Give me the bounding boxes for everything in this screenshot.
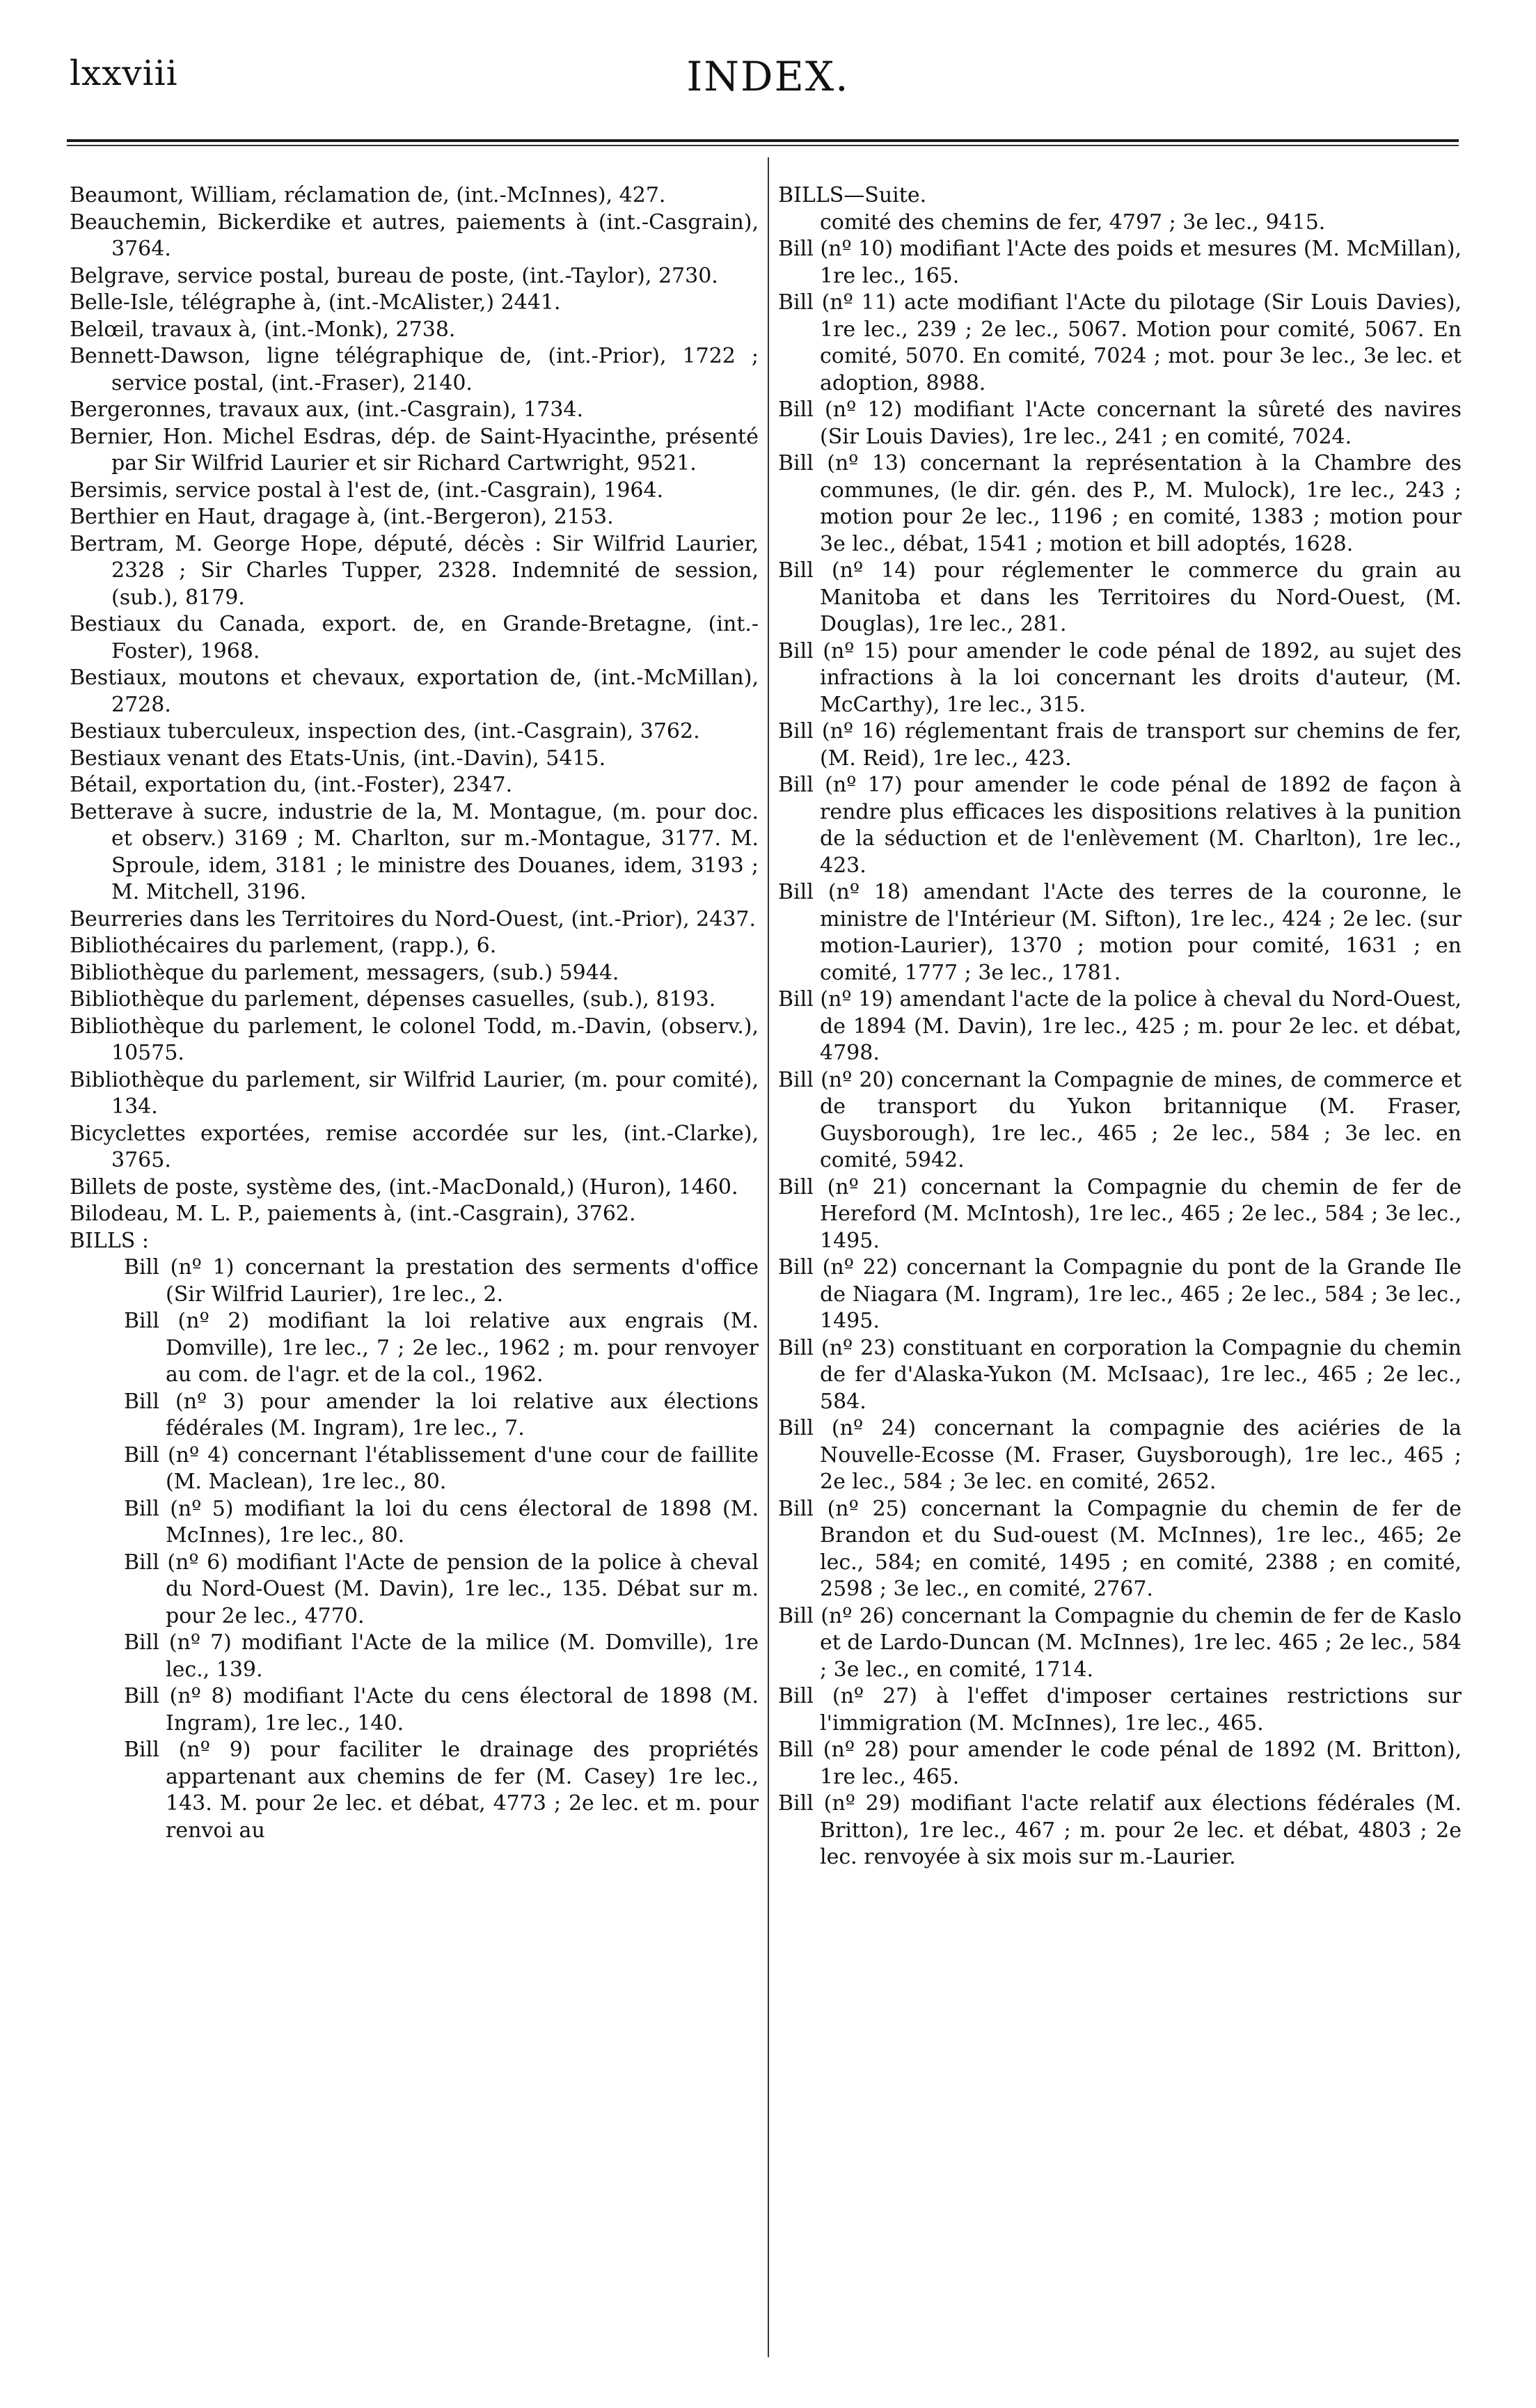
page-title: INDEX.	[686, 53, 850, 100]
bill-entry: Bill (nº 26) concernant la Compagnie du chemin de fer de Kaslo et de Lardo-Duncan (M. McInnes), 1re lec. 465 ; 2e lec., 584 ; 3e lec., en comité, 1714.	[778, 1603, 1462, 1682]
bill-entry: Bill (nº 12) modifiant l'Acte concernant la sûreté des navires (Sir Louis Davies), 1re lec., 241 ; en comité, 7024.	[778, 398, 1462, 449]
left-column	[70, 182, 759, 1844]
index-entry: Bétail, exportation du, (int.-Foster), 2347.	[70, 773, 513, 797]
bill-entry: Bill (nº 13) concernant la représentation à la Chambre des communes, (le dir. gén. des P., M. Mulock), 1re lec., 243 ; motion pour 2e lec., 1196 ; en comité, 1383 ; motion pour 3e lec., débat, 1541 ; motion et bill adoptés, 1628.	[778, 451, 1462, 556]
bill-entry: Bill (nº 5) modifiant la loi du cens électoral de 1898 (M. McInnes), 1re lec., 80.	[124, 1496, 759, 1548]
bill-entry: Bill (nº 18) amendant l'Acte des terres de la couronne, le ministre de l'Intérieur (M. Sifton), 1re lec., 424 ; 2e lec. (sur motion-Laurier), 1370 ; motion pour comité, 1631 ; en comité, 1777 ; 3e lec., 1781.	[778, 880, 1462, 985]
bill-entry: Bill (nº 16) réglementant frais de transport sur chemins de fer, (M. Reid), 1re lec., 423.	[778, 719, 1462, 771]
bill-entry: Bill (nº 17) pour amender le code pénal de 1892 de façon à rendre plus efficaces les dispositions relatives à la punition de la séduction et de l'enlèvement (M. Charlton), 1re lec., 423.	[778, 773, 1462, 878]
bill-entry: Bill (nº 29) modifiant l'acte relatif aux élections fédérales (M. Britton), 1re lec., 467 ; m. pour 2e lec. et débat, 4803 ; 2e lec. renvoyée à six mois sur m.-Laurier.	[778, 1791, 1462, 1869]
bill-entry: Bill (nº 23) constituant en corporation la Compagnie du chemin de fer d'Alaska-Yukon (M. McIsaac), 1re lec., 465 ; 2e lec., 584.	[778, 1335, 1462, 1414]
bill-entry: Bill (nº 27) à l'effet d'imposer certaines restrictions sur l'immigration (M. McInnes), 1re lec., 465.	[778, 1684, 1462, 1736]
index-entry: Billets de poste, système des, (int.-MacDonald,) (Huron), 1460.	[70, 1174, 738, 1199]
header-rule	[67, 139, 1459, 142]
index-entry: Bibliothèque du parlement, messagers, (sub.) 5944.	[70, 960, 619, 985]
bill-entry: Bill (nº 2) modifiant la loi relative aux engrais (M. Domville), 1re lec., 7 ; 2e lec., 1962 ; m. pour renvoyer au com. de l'agr. et de la col., 1962.	[124, 1309, 759, 1387]
bills-left-list	[70, 1254, 759, 1844]
bill-entry: Bill (nº 3) pour amender la loi relative aux élections fédérales (M. Ingram), 1re lec., 7.	[124, 1389, 759, 1440]
bill-entry: Bill (nº 21) concernant la Compagnie du chemin de fer de Hereford (M. McIntosh), 1re lec., 465 ; 2e lec., 584 ; 3e lec., 1495.	[778, 1174, 1462, 1253]
bill-entry: Bill (nº 19) amendant l'acte de la police à cheval du Nord-Ouest, de 1894 (M. Davin), 1re lec., 425 ; m. pour 2e lec. et débat, 4798.	[778, 987, 1462, 1065]
bill-entry: Bill (nº 14) pour réglementer le commerce du grain au Manitoba et dans les Territoires du Nord-Ouest, (M. Douglas), 1re lec., 281.	[778, 558, 1462, 636]
bill-entry: Bill (nº 1) concernant la prestation des serments d'office (Sir Wilfrid Laurier), 1re lec., 2.	[124, 1255, 759, 1307]
bill-entry: Bill (nº 25) concernant la Compagnie du chemin de fer de Brandon et du Sud-ouest (M. McInnes), 1re lec., 465; 2e lec., 584; en comité, 1495 ; en comité, 2388 ; en comité, 2598 ; 3e lec., en comité, 2767.	[778, 1496, 1462, 1601]
bill-entry: Bill (nº 24) concernant la compagnie des aciéries de la Nouvelle-Ecosse (M. Fraser, Guysborough), 1re lec., 465 ; 2e lec., 584 ; 3e lec. en comité, 2652.	[778, 1416, 1462, 1494]
bill-entry: Bill (nº 10) modifiant l'Acte des poids et mesures (M. McMillan), 1re lec., 165.	[778, 237, 1462, 288]
bill-9-continuation: comité des chemins de fer, 4797 ; 3e lec., 9415.	[820, 210, 1326, 235]
bill-entry: Bill (nº 28) pour amender le code pénal de 1892 (M. Britton), 1re lec., 465.	[778, 1738, 1462, 1789]
index-entry: Bestiaux venant des Etats-Unis, (int.-Davin), 5415.	[70, 746, 606, 771]
page-number: lxxviii	[70, 53, 178, 93]
index-entry: Bestiaux tuberculeux, inspection des, (int.-Casgrain), 3762.	[70, 719, 700, 743]
bill-entry: Bill (nº 4) concernant l'établissement d'une cour de faillite (M. Maclean), 1re lec., 80.	[124, 1442, 759, 1494]
right-column	[778, 182, 1462, 1871]
index-entry: Beurreries dans les Territoires du Nord-Ouest, (int.-Prior), 2437.	[70, 906, 757, 931]
bill-entry: Bill (nº 22) concernant la Compagnie du pont de la Grande Ile de Niagara (M. Ingram), 1re lec., 465 ; 2e lec., 584 ; 3e lec., 1495.	[778, 1255, 1462, 1333]
bill-entry: Bill (nº 9) pour faciliter le drainage des propriétés appartenant aux chemins de fer (M. Casey) 1re lec., 143. M. pour 2e lec. et débat, 4773 ; 2e lec. et m. pour renvoi au	[124, 1738, 759, 1843]
bill-entry: Bill (nº 11) acte modifiant l'Acte du pilotage (Sir Louis Davies), 1re lec., 239 ; 2e lec., 5067. Motion pour comité, 5067. En comité, 5070. En comité, 7024 ; mot. pour 3e lec., 3e lec. et adoption, 8988.	[778, 290, 1462, 395]
left-entries	[70, 182, 759, 1254]
bill-entry: Bill (nº 15) pour amender le code pénal de 1892, au sujet des infractions à la loi concernant les droits d'auteur, (M. McCarthy), 1re lec., 315.	[778, 638, 1462, 717]
index-entry: BILLS :	[70, 1228, 149, 1253]
index-entry: Beauchemin, Bickerdike et autres, paiements à (int.-Casgrain), 3764.	[70, 210, 759, 261]
index-entry: Belle-Isle, télégraphe à, (int.-McAlister,) 2441.	[70, 290, 561, 315]
index-entry: Bibliothèque du parlement, le colonel Todd, m.-Davin, (observ.), 10575.	[70, 1014, 759, 1065]
index-entry: Betterave à sucre, industrie de la, M. Montague, (m. pour doc. et observ.) 3169 ; M. Charlton, sur m.-Montague, 3177. M. Sproule, idem, 3181 ; le ministre des Douanes, idem, 3193 ; M. Mitchell, 3196.	[70, 799, 759, 904]
index-entry: Bertram, M. George Hope, député, décès : Sir Wilfrid Laurier, 2328 ; Sir Charles Tupper, 2328. Indemnité de session, (sub.), 8179.	[70, 531, 759, 610]
index-entry: Belœil, travaux à, (int.-Monk), 2738.	[70, 317, 456, 342]
index-entry: Bibliothèque du parlement, sir Wilfrid Laurier, (m. pour comité), 134.	[70, 1067, 759, 1119]
header-rule-thin	[67, 145, 1459, 146]
bill-entry: Bill (nº 8) modifiant l'Acte du cens électoral de 1898 (M. Ingram), 1re lec., 140.	[124, 1684, 759, 1736]
index-entry: Bestiaux, moutons et chevaux, exportation de, (int.-McMillan), 2728.	[70, 666, 759, 717]
index-entry: Bicyclettes exportées, remise accordée sur les, (int.-Clarke), 3765.	[70, 1121, 759, 1172]
bill-entry: Bill (nº 6) modifiant l'Acte de pension de la police à cheval du Nord-Ouest (M. Davin), 1re lec., 135. Débat sur m. pour 2e lec., 4770.	[124, 1550, 759, 1628]
index-entry: Bersimis, service postal à l'est de, (int.-Casgrain), 1964.	[70, 478, 664, 503]
index-entry: Bestiaux du Canada, export. de, en Grande-Bretagne, (int.-Foster), 1968.	[70, 612, 759, 663]
column-divider	[768, 157, 769, 2357]
bill-entry: Bill (nº 7) modifiant l'Acte de la milice (M. Domville), 1re lec., 139.	[124, 1630, 759, 1682]
index-entry: Bilodeau, M. L. P., paiements à, (int.-Casgrain), 3762.	[70, 1202, 636, 1226]
index-entry: Beaumont, William, réclamation de, (int.-McInnes), 427.	[70, 183, 666, 207]
bills-suite-heading: BILLS—Suite.	[778, 183, 927, 207]
right-entries	[778, 236, 1462, 1871]
index-entry: Bennett-Dawson, ligne télégraphique de, (int.-Prior), 1722 ; service postal, (int.-Fraser), 2140.	[70, 344, 759, 395]
index-entry: Berthier en Haut, dragage à, (int.-Bergeron), 2153.	[70, 505, 614, 529]
index-entry: Bergeronnes, travaux aux, (int.-Casgrain), 1734.	[70, 398, 584, 422]
index-entry: Bibliothécaires du parlement, (rapp.), 6.	[70, 934, 497, 958]
index-entry: Bibliothèque du parlement, dépenses casuelles, (sub.), 8193.	[70, 987, 716, 1012]
bill-entry: Bill (nº 20) concernant la Compagnie de mines, de commerce et de transport du Yukon britannique (M. Fraser, Guysborough), 1re lec., 465 ; 2e lec., 584 ; 3e lec. en comité, 5942.	[778, 1067, 1462, 1172]
page-header	[0, 46, 1536, 109]
index-entry: Belgrave, service postal, bureau de poste, (int.-Taylor), 2730.	[70, 263, 718, 288]
index-entry: Bernier, Hon. Michel Esdras, dép. de Saint-Hyacinthe, présenté par Sir Wilfrid Laurier et sir Richard Cartwright, 9521.	[70, 424, 759, 475]
